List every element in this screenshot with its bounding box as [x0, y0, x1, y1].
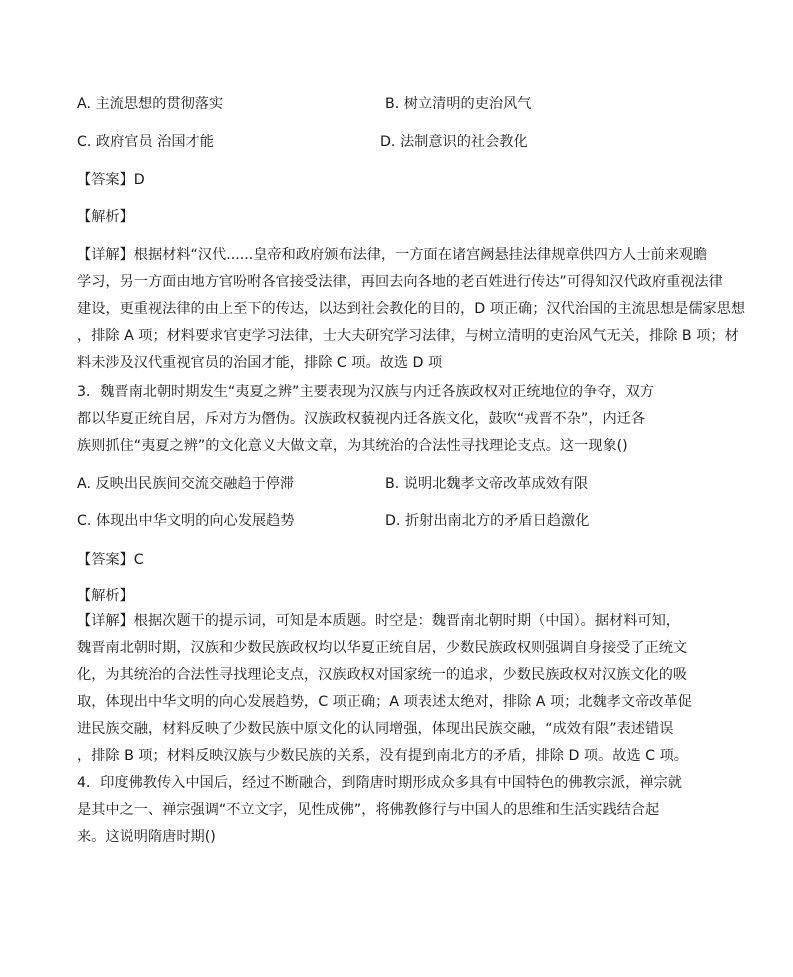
q2-detail-line: 建设，更重视法律的由上至下的传达，以达到社会教化的目的，D 项正确；汉代治国的主流思想是儒家思想: [77, 301, 746, 317]
q2-detail-line: 学习，另一方面由地方官吩咐各官接受法律，再回去向各地的老百姓进行传达”可得知汉代政府重视法律: [77, 274, 723, 290]
q3-analysis-label: 【解析】: [77, 588, 134, 604]
q4-question-line: 4．印度佛教传入中国后，经过不断融合，到隋唐时期形成众多具有中国特色的佛教宗派，禅宗就: [77, 775, 682, 791]
q3-detail-line: 取，体现出中华文明的向心发展趋势，C 项正确；A 项表述太绝对，排除 A 项；北魏孝文帝改革促: [77, 694, 692, 710]
q3-question-line: 都以华夏正统自居，斥对方为僭伪。汉族政权藐视内迁各族文化，鼓吹“戎晋不杂”，内迁各: [77, 411, 646, 427]
q3-detail-line: 魏晋南北朝时期，汉族和少数民族政权均以华夏正统自居，少数民族政权则强调自身接受了正统文: [77, 640, 688, 656]
q3-question-line: 3．魏晋南北朝时期发生“夷夏之辨”主要表现为汉族与内迁各族政权对正统地位的争夺，双方: [77, 384, 655, 400]
q3-option-d: D. 折射出南北方的矛盾日趋激化: [385, 513, 590, 529]
q2-analysis-label: 【解析】: [77, 209, 134, 225]
q3-detail-line: 化，为其统治的合法性寻找理论支点，汉族政权对国家统一的追求，少数民族政权对汉族文化的吸: [77, 667, 688, 683]
q2-option-d: D. 法制意识的社会教化: [380, 134, 528, 150]
q4-question-line: 来。这说明隋唐时期(): [77, 829, 216, 845]
q3-option-b: B. 说明北魏孝文帝改革成效有限: [385, 476, 589, 492]
q2-answer: 【答案】D: [77, 172, 145, 188]
q3-detail-line: 【详解】根据次题干的提示词，可知是本质题。时空是：魏晋南北朝时期（中国）。据材料可知，: [77, 613, 680, 629]
q3-question-line: 族则抓住“夷夏之辨”的文化意义大做文章，为其统治的合法性寻找理论支点。这一现象(): [77, 438, 628, 454]
q3-option-c: C. 体现出中华文明的向心发展趋势: [77, 513, 295, 529]
q2-option-b: B. 树立清明的吏治风气: [385, 96, 532, 112]
q3-detail-line: ，排除 B 项；材料反映汉族与少数民族的关系，没有提到南北方的矛盾，排除 D 项。故选 C 项。: [77, 748, 688, 764]
q3-option-a: A. 反映出民族间交流交融趋于停滞: [77, 476, 295, 492]
q4-question-line: 是其中之一、禅宗强调“不立文字，见性成佛”，将佛教修行与中国人的思维和生活实践结合起: [77, 802, 660, 818]
q3-answer: 【答案】C: [77, 552, 144, 568]
q2-detail-line: 【详解】根据材料“汉代......皇帝和政府颁布法律，一方面在诸宫阙悬挂法律规章供四方人士前来观瞻: [77, 247, 708, 263]
q2-detail-line: 料未涉及汉代重视官员的治国才能，排除 C 项。故选 D 项: [77, 355, 443, 371]
q2-detail-line: ，排除 A 项；材料要求官吏学习法律，士大夫研究学习法律，与树立清明的吏治风气无关，排除 B 项；材: [77, 328, 739, 344]
q3-detail-line: 进民族交融，材料反映了少数民族中原文化的认同增强，体现出民族交融，“成效有限”表述错误: [77, 721, 674, 737]
q2-option-c: C. 政府官员 治国才能: [77, 134, 214, 150]
q2-option-a: A. 主流思想的贯彻落实: [77, 96, 224, 112]
